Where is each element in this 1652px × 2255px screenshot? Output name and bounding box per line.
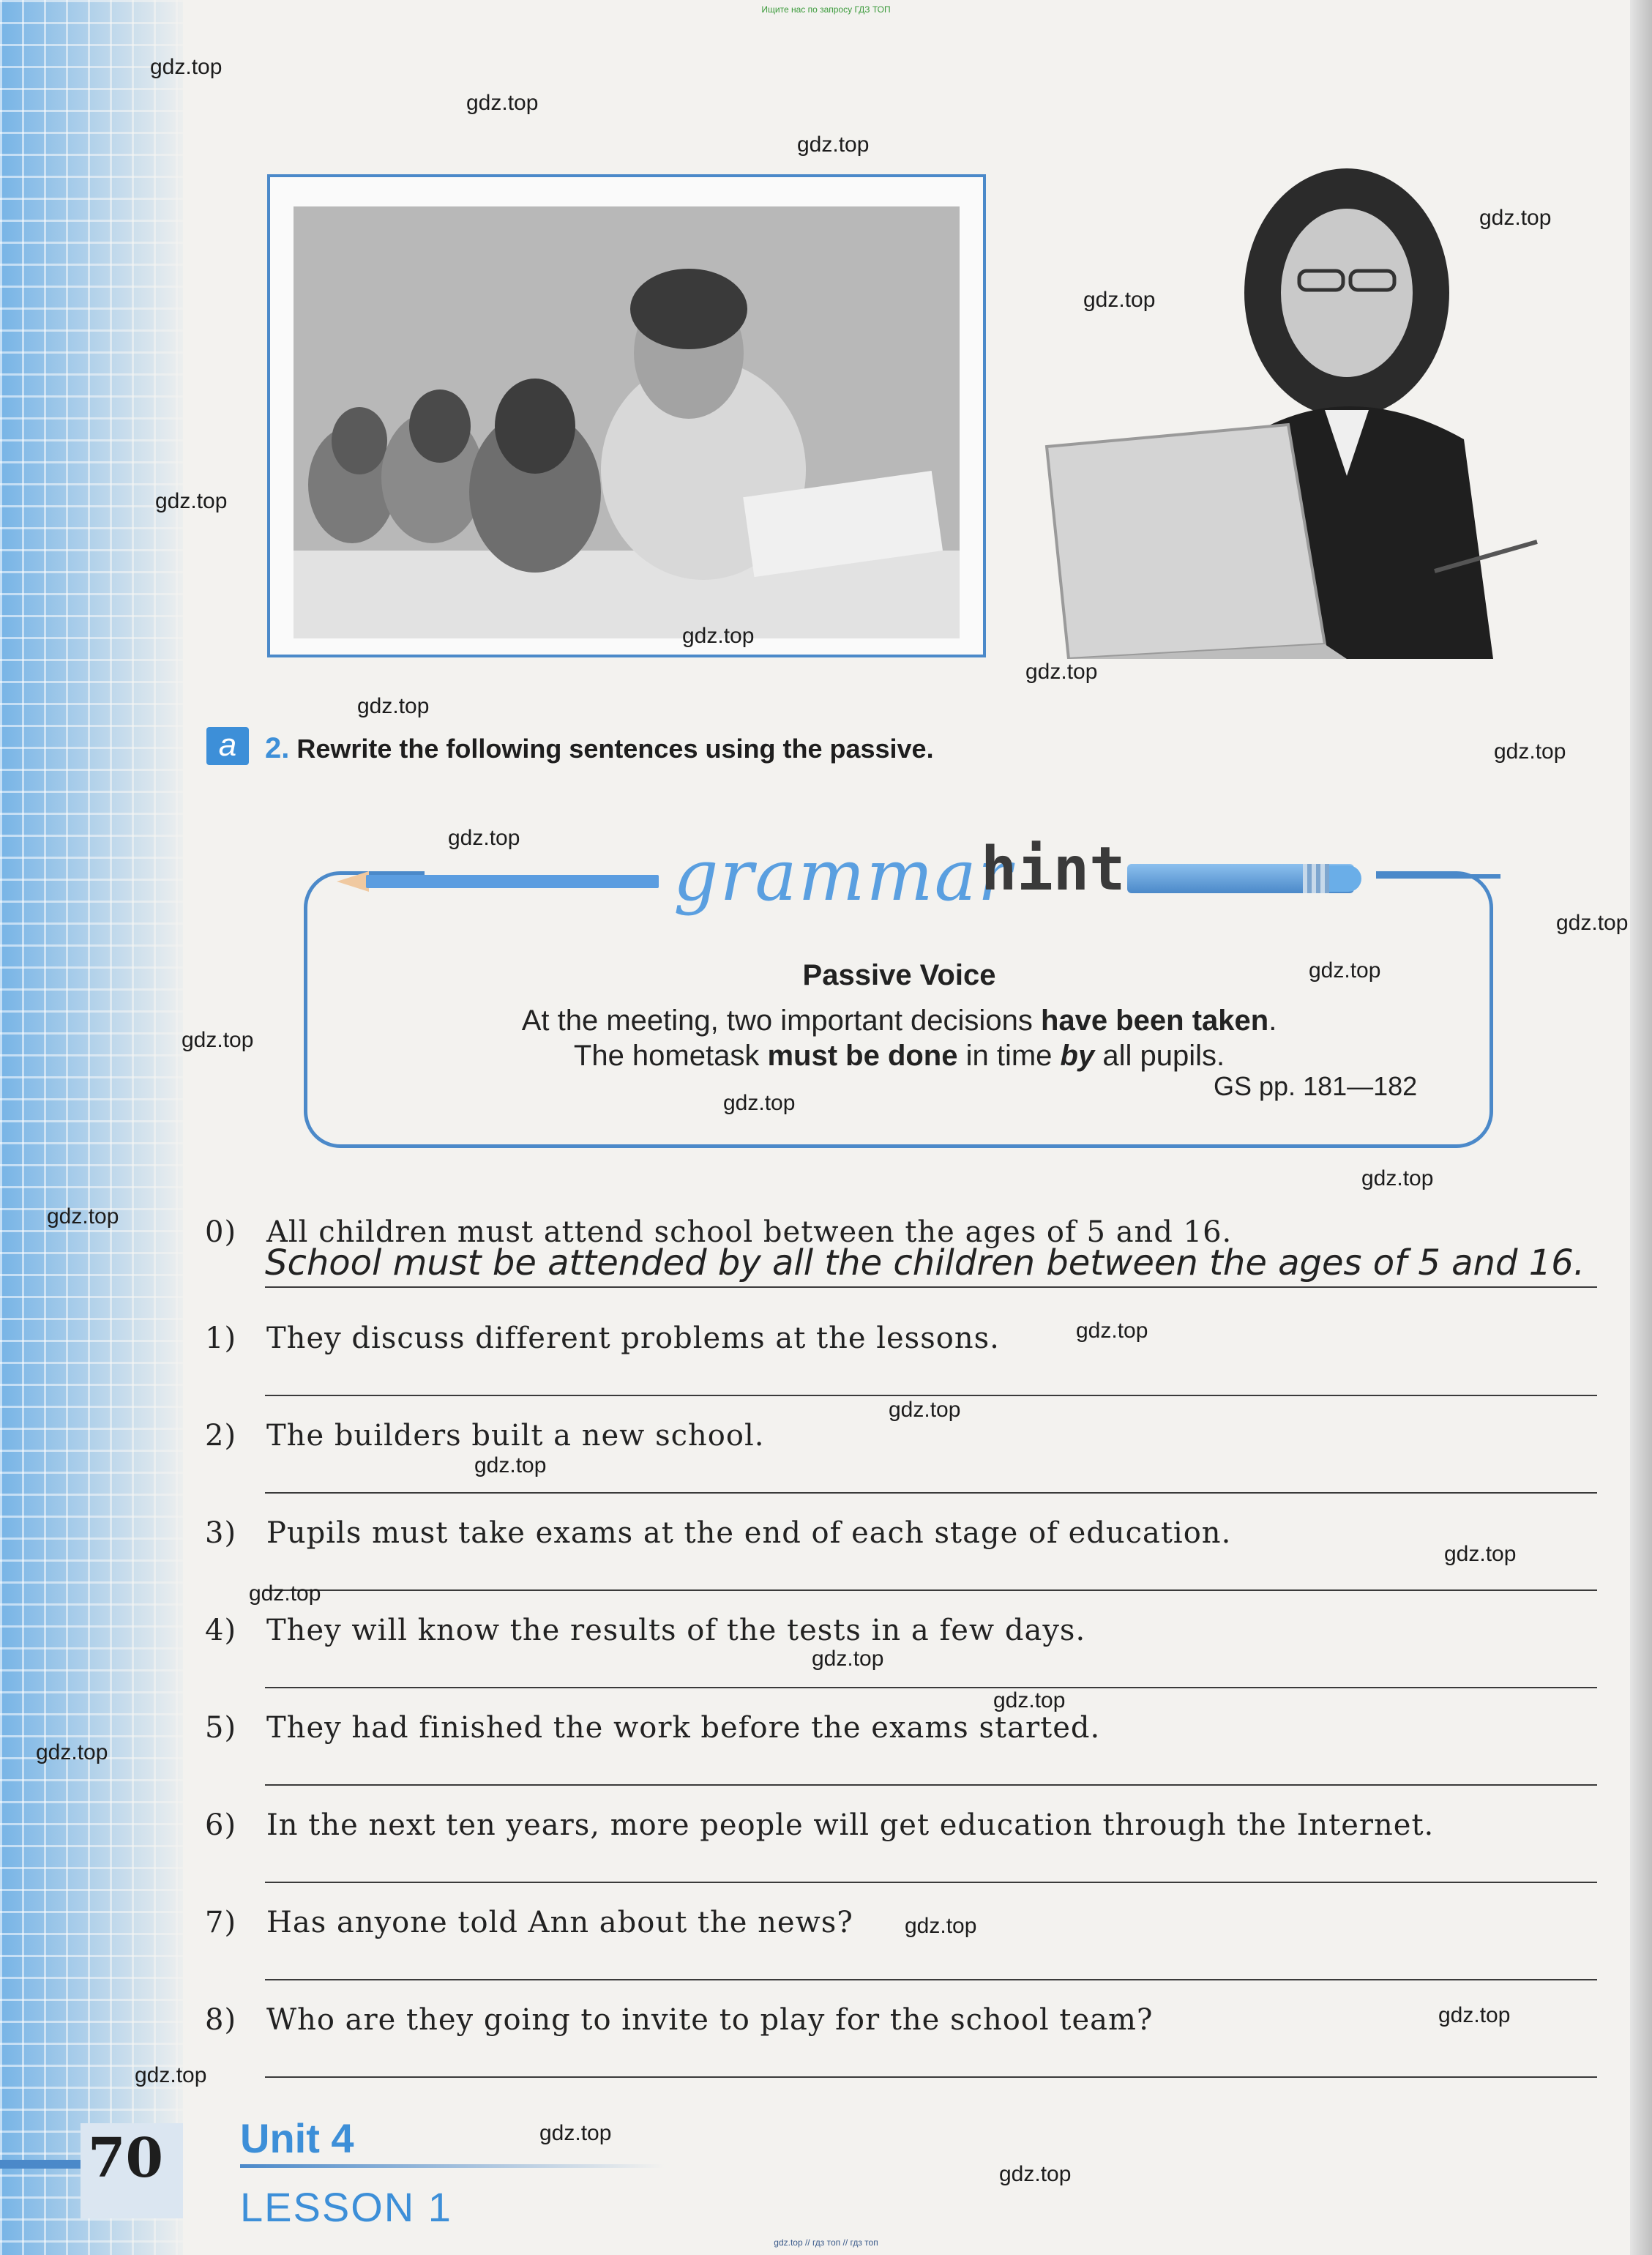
bottom-note: gdz.top // гдз топ // гдз топ bbox=[774, 2237, 878, 2248]
task-number: 2. bbox=[265, 732, 290, 764]
sentence-3: 3) Pupils must take exams at the end of each stage of education. bbox=[205, 1516, 1232, 1550]
watermark: gdz.top bbox=[150, 55, 223, 79]
grammar-hint-heading: Passive Voice bbox=[802, 959, 996, 991]
watermark: gdz.top bbox=[474, 1453, 547, 1477]
answer-line-7[interactable] bbox=[265, 1979, 1597, 1980]
students-illustration bbox=[294, 206, 960, 638]
watermark: gdz.top bbox=[889, 1398, 961, 1422]
hint-border-line bbox=[1376, 874, 1500, 879]
grammar-hint-title-word2: hint bbox=[981, 835, 1126, 904]
watermark: gdz.top bbox=[249, 1581, 321, 1606]
grammar-hint-title-word1: grammar bbox=[673, 835, 1013, 917]
students-photo bbox=[294, 206, 960, 638]
task-type-icon: a bbox=[206, 727, 249, 765]
watermark: gdz.top bbox=[797, 133, 870, 157]
watermark: gdz.top bbox=[1479, 206, 1552, 230]
sentence-5: 5) They had finished the work before the exams started. bbox=[205, 1711, 1101, 1745]
grammar-hint-example-1: At the meeting, two important decisions have been taken. bbox=[521, 1004, 1277, 1037]
grammar-hint-example-2: The hometask must be done in time by all pupils. bbox=[573, 1040, 1225, 1072]
sentence-2: 2) The builders built a new school. bbox=[205, 1419, 765, 1453]
task-heading bbox=[265, 732, 934, 765]
example-answer: School must be attended by all the children between the ages of 5 and 16. bbox=[265, 1242, 1585, 1283]
watermark: gdz.top bbox=[1083, 288, 1156, 312]
watermark: gdz.top bbox=[1309, 958, 1381, 983]
sentence-1: 1) They discuss different problems at the lessons. bbox=[205, 1322, 1000, 1355]
answer-line-8[interactable] bbox=[265, 2076, 1597, 2078]
watermark: gdz.top bbox=[36, 1740, 108, 1764]
watermark: gdz.top bbox=[1444, 1542, 1517, 1566]
page-edge-shadow bbox=[1630, 0, 1652, 2255]
watermark: gdz.top bbox=[47, 1204, 119, 1229]
sentence-6: 6) In the next ten years, more people will get education through the Internet. bbox=[205, 1808, 1435, 1842]
unit-underline bbox=[240, 2164, 665, 2168]
pencil-eraser-icon bbox=[1329, 865, 1361, 892]
watermark: gdz.top bbox=[539, 2121, 612, 2145]
sentence-4: 4) They will know the results of the tests in a few days. bbox=[205, 1614, 1086, 1647]
sentence-0: 0) All children must attend school between the ages of 5 and 16. bbox=[205, 1215, 1233, 1249]
watermark: gdz.top bbox=[182, 1028, 254, 1052]
left-grid-decoration bbox=[0, 0, 183, 2255]
watermark: gdz.top bbox=[1494, 739, 1566, 764]
watermark: gdz.top bbox=[1076, 1319, 1148, 1343]
watermark: gdz.top bbox=[1025, 660, 1098, 684]
answer-line-2[interactable] bbox=[265, 1492, 1597, 1494]
watermark: gdz.top bbox=[812, 1647, 884, 1671]
unit-label: Unit 4 bbox=[240, 2115, 354, 2161]
page-number: 70 bbox=[88, 2127, 163, 2190]
watermark: gdz.top bbox=[155, 489, 228, 513]
sentence-8: 8) Who are they going to invite to play for the school team? bbox=[205, 2003, 1154, 2037]
answer-line-5[interactable] bbox=[265, 1784, 1597, 1786]
watermark: gdz.top bbox=[1556, 911, 1629, 935]
pencil-left-icon bbox=[366, 875, 659, 888]
watermark: gdz.top bbox=[1361, 1166, 1434, 1190]
watermark: gdz.top bbox=[1438, 2003, 1511, 2027]
answer-line-3[interactable] bbox=[265, 1589, 1597, 1591]
watermark: gdz.top bbox=[682, 624, 755, 648]
grammar-reference: GS pp. 181—182 bbox=[1214, 1071, 1418, 1101]
watermark: gdz.top bbox=[723, 1091, 796, 1115]
watermark: gdz.top bbox=[993, 1688, 1066, 1712]
watermark: gdz.top bbox=[466, 91, 539, 115]
answer-line-1[interactable] bbox=[265, 1395, 1597, 1396]
answer-line-6[interactable] bbox=[265, 1882, 1597, 1883]
students-photo-frame bbox=[267, 174, 986, 657]
watermark: gdz.top bbox=[905, 1914, 977, 1938]
pencil-band-icon bbox=[1303, 864, 1329, 893]
pencil-tip-icon bbox=[337, 871, 369, 892]
watermark: gdz.top bbox=[135, 2063, 207, 2087]
watermark: gdz.top bbox=[357, 694, 430, 718]
answer-line-0 bbox=[265, 1286, 1597, 1288]
task-instruction: Rewrite the following sentences using the passive. bbox=[296, 734, 934, 764]
answer-line-4[interactable] bbox=[265, 1687, 1597, 1688]
sentence-7: 7) Has anyone told Ann about the news? bbox=[205, 1906, 853, 1939]
watermark: gdz.top bbox=[999, 2162, 1072, 2186]
lesson-label: LESSON 1 bbox=[240, 2184, 452, 2230]
top-note: Ищите нас по запросу ГДЗ ТОП bbox=[761, 4, 891, 15]
watermark: gdz.top bbox=[448, 826, 520, 850]
